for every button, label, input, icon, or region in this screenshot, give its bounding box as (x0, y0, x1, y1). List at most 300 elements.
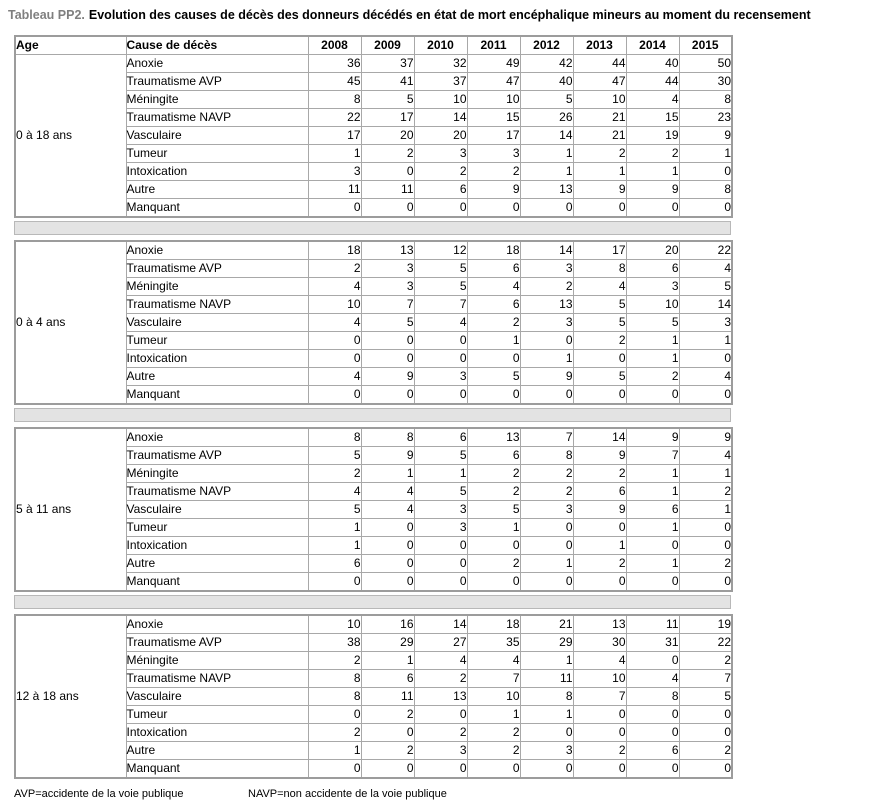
value-cell: 3 (414, 501, 467, 519)
table-row (15, 615, 732, 634)
year-column-header: 2012 (520, 36, 573, 55)
value-cell: 0 (679, 163, 732, 181)
cause-cell: Traumatisme AVP (126, 447, 308, 465)
cause-cell: Anoxie (126, 241, 308, 260)
value-cell: 2 (414, 163, 467, 181)
value-cell: 0 (520, 573, 573, 592)
year-column-header: 2013 (573, 36, 626, 55)
value-cell: 13 (520, 181, 573, 199)
value-cell: 3 (361, 278, 414, 296)
value-cell: 0 (308, 706, 361, 724)
value-cell: 5 (679, 688, 732, 706)
value-cell: 0 (520, 724, 573, 742)
value-cell: 9 (573, 181, 626, 199)
value-cell: 3 (414, 519, 467, 537)
value-cell: 6 (361, 670, 414, 688)
value-cell: 14 (520, 127, 573, 145)
value-cell: 0 (361, 537, 414, 555)
value-cell: 13 (573, 615, 626, 634)
value-cell: 1 (520, 555, 573, 573)
cause-cell: Méningite (126, 465, 308, 483)
value-cell: 14 (414, 615, 467, 634)
cause-cell: Manquant (126, 199, 308, 218)
value-cell: 11 (361, 688, 414, 706)
year-column-header: 2014 (626, 36, 679, 55)
value-cell: 42 (520, 55, 573, 73)
value-cell: 2 (626, 368, 679, 386)
value-cell: 4 (573, 652, 626, 670)
value-cell: 1 (467, 332, 520, 350)
cause-cell: Tumeur (126, 706, 308, 724)
value-cell: 0 (361, 199, 414, 218)
value-cell: 0 (467, 350, 520, 368)
value-cell: 0 (308, 760, 361, 779)
value-cell: 0 (414, 350, 467, 368)
value-cell: 0 (361, 724, 414, 742)
value-cell: 2 (573, 742, 626, 760)
cause-cell: Traumatisme AVP (126, 634, 308, 652)
value-cell: 0 (414, 199, 467, 218)
value-cell: 21 (520, 615, 573, 634)
value-cell: 4 (679, 260, 732, 278)
value-cell: 4 (308, 368, 361, 386)
value-cell: 2 (679, 555, 732, 573)
value-cell: 4 (573, 278, 626, 296)
value-cell: 4 (467, 278, 520, 296)
value-cell: 4 (361, 501, 414, 519)
value-cell: 18 (467, 615, 520, 634)
cause-cell: Manquant (126, 573, 308, 592)
value-cell: 2 (467, 724, 520, 742)
value-cell: 0 (361, 760, 414, 779)
value-cell: 0 (573, 724, 626, 742)
value-cell: 26 (520, 109, 573, 127)
value-cell: 49 (467, 55, 520, 73)
value-cell: 3 (361, 260, 414, 278)
value-cell: 0 (467, 199, 520, 218)
cause-cell: Autre (126, 181, 308, 199)
table-title-prefix: Tableau PP2. (8, 8, 85, 22)
value-cell: 7 (467, 670, 520, 688)
cause-cell: Anoxie (126, 615, 308, 634)
cause-cell: Traumatisme NAVP (126, 670, 308, 688)
value-cell: 4 (467, 652, 520, 670)
value-cell: 8 (679, 181, 732, 199)
value-cell: 6 (626, 742, 679, 760)
value-cell: 2 (626, 145, 679, 163)
value-cell: 5 (308, 447, 361, 465)
value-cell: 4 (626, 670, 679, 688)
value-cell: 30 (573, 634, 626, 652)
value-cell: 1 (679, 332, 732, 350)
value-cell: 0 (361, 163, 414, 181)
value-cell: 50 (679, 55, 732, 73)
value-cell: 0 (626, 760, 679, 779)
value-cell: 5 (520, 91, 573, 109)
value-cell: 4 (308, 278, 361, 296)
value-cell: 13 (520, 296, 573, 314)
value-cell: 0 (626, 652, 679, 670)
value-cell: 44 (626, 73, 679, 91)
cause-cell: Méningite (126, 278, 308, 296)
value-cell: 12 (414, 241, 467, 260)
age-group-table (14, 427, 733, 592)
cause-cell: Tumeur (126, 519, 308, 537)
value-cell: 7 (414, 296, 467, 314)
cause-cell: Tumeur (126, 332, 308, 350)
value-cell: 9 (626, 181, 679, 199)
value-cell: 21 (573, 127, 626, 145)
page (0, 8, 889, 800)
value-cell: 0 (679, 386, 732, 405)
cause-cell: Anoxie (126, 55, 308, 73)
value-cell: 0 (361, 386, 414, 405)
value-cell: 29 (520, 634, 573, 652)
value-cell: 9 (679, 428, 732, 447)
year-column-header: 2011 (467, 36, 520, 55)
value-cell: 20 (626, 241, 679, 260)
value-cell: 1 (308, 145, 361, 163)
value-cell: 0 (308, 350, 361, 368)
value-cell: 4 (626, 91, 679, 109)
cause-cell: Vasculaire (126, 501, 308, 519)
cause-cell: Intoxication (126, 537, 308, 555)
value-cell: 10 (573, 91, 626, 109)
value-cell: 2 (467, 742, 520, 760)
cause-cell: Vasculaire (126, 127, 308, 145)
age-group-label: 0 à 4 ans (15, 241, 126, 404)
cause-cell: Vasculaire (126, 688, 308, 706)
value-cell: 10 (573, 670, 626, 688)
value-cell: 2 (308, 652, 361, 670)
value-cell: 8 (308, 91, 361, 109)
value-cell: 6 (414, 181, 467, 199)
age-group-label: 5 à 11 ans (15, 428, 126, 591)
group-separator (14, 408, 731, 422)
value-cell: 4 (361, 483, 414, 501)
value-cell: 3 (520, 501, 573, 519)
value-cell: 2 (361, 145, 414, 163)
value-cell: 40 (520, 73, 573, 91)
value-cell: 10 (414, 91, 467, 109)
value-cell: 4 (308, 314, 361, 332)
value-cell: 4 (308, 483, 361, 501)
value-cell: 2 (520, 483, 573, 501)
value-cell: 1 (626, 350, 679, 368)
year-column-header: 2008 (308, 36, 361, 55)
value-cell: 0 (361, 573, 414, 592)
value-cell: 1 (679, 145, 732, 163)
value-cell: 2 (679, 652, 732, 670)
age-group-table (14, 35, 733, 218)
value-cell: 0 (308, 386, 361, 405)
value-cell: 0 (520, 199, 573, 218)
value-cell: 0 (626, 573, 679, 592)
cause-cell: Intoxication (126, 163, 308, 181)
value-cell: 8 (308, 428, 361, 447)
value-cell: 6 (626, 260, 679, 278)
value-cell: 9 (626, 428, 679, 447)
value-cell: 14 (520, 241, 573, 260)
value-cell: 2 (467, 465, 520, 483)
value-cell: 3 (520, 314, 573, 332)
value-cell: 7 (626, 447, 679, 465)
value-cell: 0 (520, 760, 573, 779)
value-cell: 2 (679, 742, 732, 760)
footnote-navp: NAVP=non accidente de la voie publique (248, 788, 447, 800)
value-cell: 47 (573, 73, 626, 91)
value-cell: 47 (467, 73, 520, 91)
value-cell: 5 (573, 296, 626, 314)
value-cell: 5 (626, 314, 679, 332)
value-cell: 2 (679, 483, 732, 501)
value-cell: 6 (414, 428, 467, 447)
header-row (15, 36, 732, 55)
value-cell: 31 (626, 634, 679, 652)
value-cell: 8 (520, 447, 573, 465)
value-cell: 17 (467, 127, 520, 145)
year-column-header: 2015 (679, 36, 732, 55)
value-cell: 0 (573, 519, 626, 537)
value-cell: 27 (414, 634, 467, 652)
value-cell: 14 (573, 428, 626, 447)
value-cell: 0 (626, 724, 679, 742)
value-cell: 4 (414, 314, 467, 332)
value-cell: 35 (467, 634, 520, 652)
value-cell: 11 (520, 670, 573, 688)
value-cell: 10 (308, 296, 361, 314)
value-cell: 1 (679, 501, 732, 519)
value-cell: 22 (679, 241, 732, 260)
value-cell: 0 (520, 537, 573, 555)
value-cell: 9 (573, 447, 626, 465)
value-cell: 3 (679, 314, 732, 332)
value-cell: 45 (308, 73, 361, 91)
value-cell: 7 (520, 428, 573, 447)
value-cell: 1 (573, 537, 626, 555)
value-cell: 0 (626, 199, 679, 218)
value-cell: 0 (679, 724, 732, 742)
value-cell: 0 (679, 537, 732, 555)
value-cell: 0 (467, 537, 520, 555)
value-cell: 3 (414, 742, 467, 760)
value-cell: 2 (573, 555, 626, 573)
value-cell: 6 (626, 501, 679, 519)
value-cell: 8 (308, 670, 361, 688)
value-cell: 1 (520, 706, 573, 724)
value-cell: 2 (520, 278, 573, 296)
value-cell: 0 (520, 332, 573, 350)
value-cell: 5 (361, 314, 414, 332)
value-cell: 0 (626, 706, 679, 724)
value-cell: 9 (467, 181, 520, 199)
value-cell: 9 (520, 368, 573, 386)
value-cell: 4 (679, 368, 732, 386)
age-group-table (14, 614, 733, 779)
table-title-text: Evolution des causes de décès des donneurs décédés en état de mort encéphalique mineurs au moment du recensement (88, 8, 811, 22)
value-cell: 10 (467, 91, 520, 109)
value-cell: 11 (308, 181, 361, 199)
value-cell: 10 (626, 296, 679, 314)
value-cell: 2 (308, 465, 361, 483)
value-cell: 2 (573, 465, 626, 483)
value-cell: 0 (679, 519, 732, 537)
cause-cell: Tumeur (126, 145, 308, 163)
cause-cell: Méningite (126, 652, 308, 670)
age-group-label: 0 à 18 ans (15, 55, 126, 218)
table-row (15, 241, 732, 260)
year-column-header: 2009 (361, 36, 414, 55)
footnote-avp: AVP=accidente de la voie publique (14, 788, 184, 800)
value-cell: 5 (414, 278, 467, 296)
value-cell: 8 (520, 688, 573, 706)
value-cell: 1 (520, 163, 573, 181)
group-separator (14, 221, 731, 235)
cause-cell: Traumatisme AVP (126, 260, 308, 278)
value-cell: 2 (361, 706, 414, 724)
value-cell: 0 (414, 555, 467, 573)
value-cell: 1 (626, 519, 679, 537)
value-cell: 41 (361, 73, 414, 91)
value-cell: 0 (361, 519, 414, 537)
value-cell: 0 (361, 332, 414, 350)
value-cell: 17 (361, 109, 414, 127)
value-cell: 5 (679, 278, 732, 296)
value-cell: 8 (308, 688, 361, 706)
value-cell: 2 (414, 670, 467, 688)
value-cell: 17 (308, 127, 361, 145)
value-cell: 0 (361, 555, 414, 573)
value-cell: 0 (626, 386, 679, 405)
value-cell: 40 (626, 55, 679, 73)
value-cell: 2 (308, 724, 361, 742)
value-cell: 5 (361, 91, 414, 109)
value-cell: 11 (626, 615, 679, 634)
value-cell: 1 (679, 465, 732, 483)
value-cell: 20 (361, 127, 414, 145)
value-cell: 0 (679, 706, 732, 724)
value-cell: 0 (573, 573, 626, 592)
value-cell: 7 (573, 688, 626, 706)
cause-cell: Méningite (126, 91, 308, 109)
value-cell: 1 (308, 519, 361, 537)
value-cell: 10 (467, 688, 520, 706)
value-cell: 2 (573, 332, 626, 350)
value-cell: 1 (467, 519, 520, 537)
value-cell: 3 (414, 368, 467, 386)
age-column-header: Age (15, 36, 126, 55)
value-cell: 1 (626, 465, 679, 483)
value-cell: 37 (414, 73, 467, 91)
value-cell: 7 (679, 670, 732, 688)
value-cell: 6 (467, 260, 520, 278)
value-cell: 32 (414, 55, 467, 73)
value-cell: 5 (467, 368, 520, 386)
value-cell: 1 (573, 163, 626, 181)
value-cell: 1 (520, 145, 573, 163)
value-cell: 13 (467, 428, 520, 447)
value-cell: 6 (467, 447, 520, 465)
age-group-table (14, 240, 733, 405)
value-cell: 17 (573, 241, 626, 260)
value-cell: 18 (467, 241, 520, 260)
value-cell: 38 (308, 634, 361, 652)
cause-cell: Traumatisme AVP (126, 73, 308, 91)
value-cell: 9 (573, 501, 626, 519)
value-cell: 0 (679, 199, 732, 218)
cause-cell: Vasculaire (126, 314, 308, 332)
cause-cell: Intoxication (126, 350, 308, 368)
value-cell: 15 (467, 109, 520, 127)
cause-cell: Manquant (126, 386, 308, 405)
value-cell: 0 (520, 519, 573, 537)
value-cell: 11 (361, 181, 414, 199)
value-cell: 22 (308, 109, 361, 127)
value-cell: 9 (361, 447, 414, 465)
value-cell: 0 (414, 573, 467, 592)
value-cell: 0 (467, 573, 520, 592)
value-cell: 0 (414, 332, 467, 350)
value-cell: 4 (679, 447, 732, 465)
cause-cell: Traumatisme NAVP (126, 483, 308, 501)
value-cell: 0 (573, 706, 626, 724)
value-cell: 3 (520, 742, 573, 760)
value-cell: 44 (573, 55, 626, 73)
value-cell: 0 (308, 332, 361, 350)
value-cell: 5 (573, 314, 626, 332)
value-cell: 3 (414, 145, 467, 163)
value-cell: 5 (414, 483, 467, 501)
value-cell: 9 (361, 368, 414, 386)
value-cell: 2 (467, 314, 520, 332)
value-cell: 0 (414, 537, 467, 555)
value-cell: 2 (573, 145, 626, 163)
cause-cell: Autre (126, 742, 308, 760)
value-cell: 6 (467, 296, 520, 314)
value-cell: 0 (573, 199, 626, 218)
value-cell: 3 (626, 278, 679, 296)
value-cell: 1 (414, 465, 467, 483)
value-cell: 1 (520, 350, 573, 368)
value-cell: 19 (679, 615, 732, 634)
value-cell: 8 (626, 688, 679, 706)
value-cell: 6 (573, 483, 626, 501)
value-cell: 4 (414, 652, 467, 670)
value-cell: 9 (679, 127, 732, 145)
value-cell: 14 (414, 109, 467, 127)
value-cell: 3 (520, 260, 573, 278)
value-cell: 30 (679, 73, 732, 91)
cause-cell: Manquant (126, 760, 308, 779)
table-title (8, 8, 889, 22)
value-cell: 0 (573, 760, 626, 779)
value-cell: 1 (626, 163, 679, 181)
value-cell: 0 (679, 350, 732, 368)
value-cell: 18 (308, 241, 361, 260)
cause-cell: Autre (126, 368, 308, 386)
value-cell: 0 (467, 386, 520, 405)
value-cell: 19 (626, 127, 679, 145)
value-cell: 2 (520, 465, 573, 483)
value-cell: 8 (573, 260, 626, 278)
value-cell: 0 (679, 760, 732, 779)
value-cell: 21 (573, 109, 626, 127)
value-cell: 13 (361, 241, 414, 260)
value-cell: 2 (308, 260, 361, 278)
value-cell: 1 (308, 742, 361, 760)
value-cell: 2 (414, 724, 467, 742)
table-row (15, 428, 732, 447)
